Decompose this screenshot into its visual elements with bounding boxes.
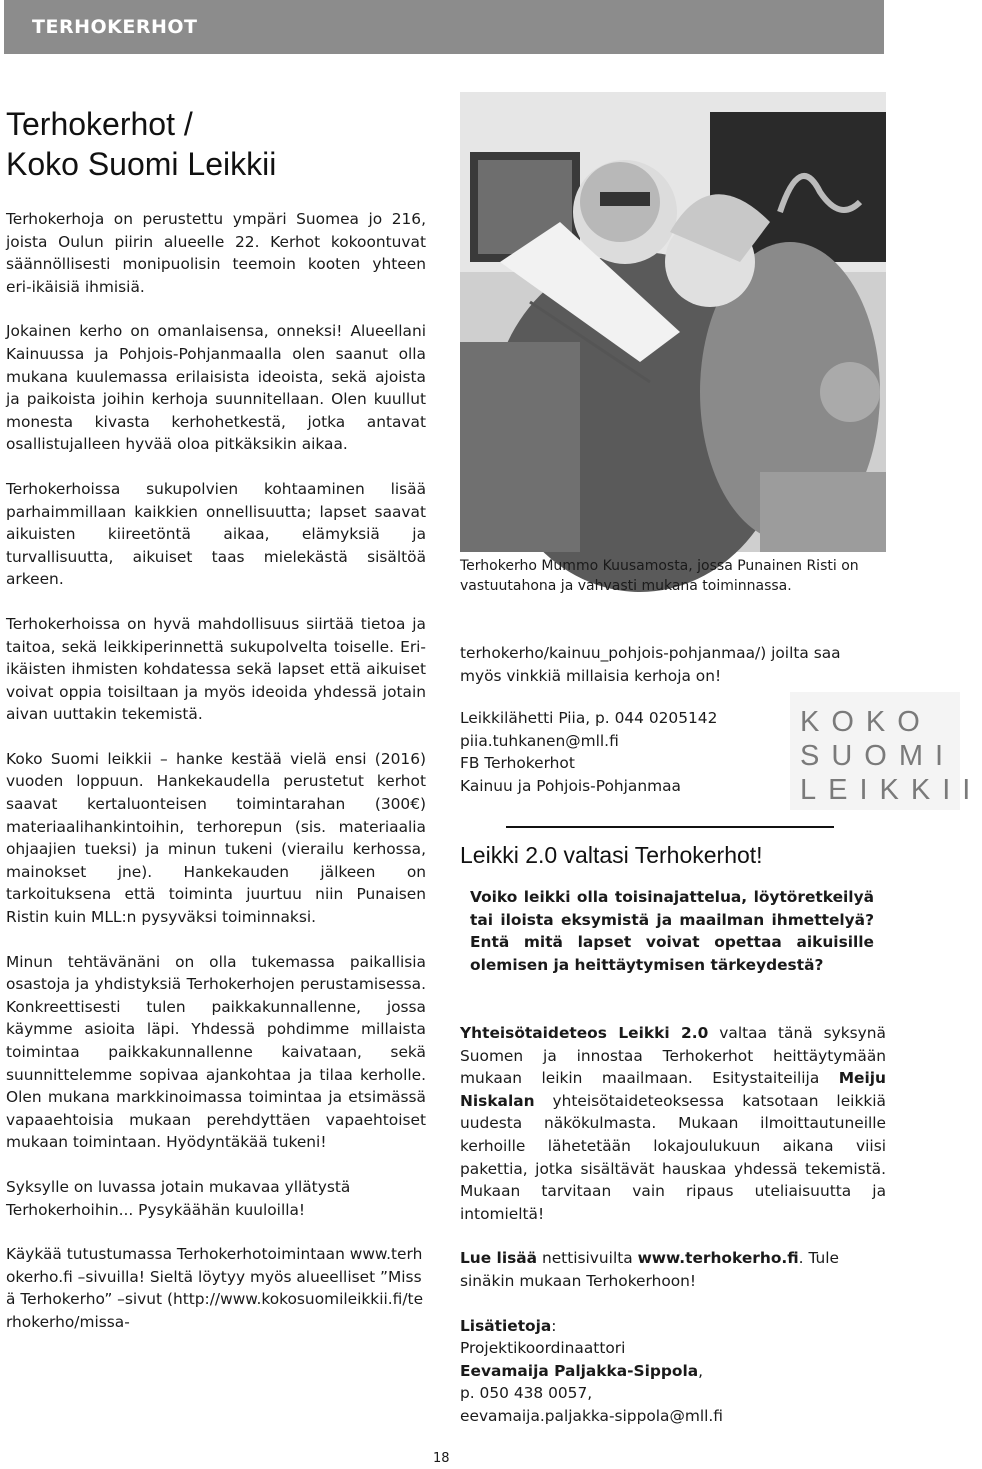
right-column-bottom (460, 1022, 886, 1428)
logo-row-1: KOKO (800, 706, 932, 738)
artwork-name: Yhteisötaideteos Leikki 2.0 (460, 1024, 709, 1042)
text-run: nettisivuilta (537, 1249, 638, 1268)
page-number: 18 (433, 1451, 450, 1466)
paragraph: Käykää tutustumassa Terhokerhotoimintaan www.terhokerho.fi –sivuilla! Sieltä löytyy myös alueelliset ”Missä Terhokerho” –sivut (http://www.kokosuomileikkii.fi/terhokerho/missa- (6, 1245, 424, 1331)
divider (506, 826, 834, 828)
text-run: . Tule sinäkin mukaan Terhokerhoon! (460, 1249, 840, 1290)
article-title (6, 104, 276, 184)
contact-phone: Leikkilähetti Piia, p. 044 0205142 (460, 709, 718, 728)
paragraph: Koko Suomi leikkii – hanke kestää vielä ensi (2016) vuoden loppuun. Hankekaudella perustetut kerhot saavat kertaluonteisen toimintarahan (300€) materiaalihankintoihin, terhorepun (sis. materiaalia ohjaajien tueksi) ja minun tukeni (vierailu kerhossa, mainokset jne). Hankekauden jälkeen on tarkoituksena että toiminta juurtuu niin Punaisen Ristin kuin MLL:n pysyväksi toiminnaksi. (6, 749, 426, 927)
section-header-band (4, 0, 884, 54)
contact-facebook: FB Terhokerhot (460, 754, 575, 773)
read-more-label: Lue lisää (460, 1249, 538, 1268)
paragraph: Terhokerhoissa on hyvä mahdollisuus siirtää tietoa ja taitoa, sekä leikkiperinnettä sukupolvelta toiselle. Eri-ikäisten ihmisten kohdatessa sekä lapset että aikuiset voivat oppia toisiltaan ja myös ideoida yhdessä jotain aivan uuttakin tekemistä. (6, 614, 426, 724)
sidebar-lead: Voiko leikki olla toisinajattelua, löytöretkeilyä tai iloista eksymistä ja maailman ihmettelyä? Entä mitä lapset voivat opettaa aikuisille olemisen ja heittäytymisen tärkeydestä? (470, 888, 874, 974)
paragraph: Terhokerhoja on perustettu ympäri Suomea jo 216, joista Oulun piirin alueelle 22. Kerhot kokoontuvat säännöllisesti monipuolisin teemoin kooten yhteen eri-ikäisiä ihmisiä. (6, 210, 426, 296)
left-column (6, 208, 426, 1334)
leikki-paragraph (460, 1022, 886, 1225)
title-line-1: Terhokerhot / (6, 106, 193, 142)
read-more-paragraph (460, 1247, 886, 1292)
contact-email: piia.tuhkanen@mll.fi (460, 731, 619, 750)
artist-name: Meiju Niskalan (460, 1069, 886, 1110)
text-run: valtaa tänä syksynä Suomen ja innostaa Terhokerhot heittäytymään mukaan leikin maailmaan. Esitystaiteilija (460, 1024, 886, 1088)
paragraph: Terhokerhoissa sukupolvien kohtaaminen lisää parhaimmillaan kaikkien onnellisuutta; lapset saavat aikuisten kiireetöntä aikaa, elämyksiä ja turvallisuutta, aikuiset taas mielekästä sisältöä arkeen. (6, 479, 426, 589)
text-run: yhteisötaideteoksessa katsotaan leikkiä uudesta näkökulmasta. Mukaan ilmoittautuneille kerhoille lähetetään lokajoulukuun aikana viisi pakettia, jotka sisältävät hauskaa yhdessä tekemistä. Mukaan tarvitaan vain ripaus uteliaisuutta ja intomieltä! (460, 1091, 886, 1223)
info-phone: p. 050 438 0057, (460, 1384, 593, 1403)
info-name: Eevamaija Paljakka-Sippola (460, 1361, 699, 1380)
paragraph: Syksylle on luvassa jotain mukavaa yllätystä Terhokerhoihin... Pysykäähän kuuloilla! (6, 1177, 351, 1219)
info-role: Projektikoordinaattori (460, 1339, 626, 1358)
info-label-line (460, 1315, 886, 1338)
paragraph: Jokainen kerho on omanlaisensa, onneksi! Alueellani Kainuussa ja Pohjois-Pohjanmaalla olen saanut olla mukana kuulemassa erilaisista ideoista, sekä ajoista ja paikoista joihin kerhoja suunnitellaan. Olen kuullut monesta kivasta kerhohetkestä, jotka antavat osallistujalleen hyvää oloa pitkäksikin aikaa. (6, 322, 426, 454)
info-email[interactable]: eevamaija.paljakka-sippola@mll.fi (460, 1406, 723, 1425)
website-link[interactable]: www.terhokerho.fi (637, 1249, 799, 1268)
contact-region: Kainuu ja Pohjois-Pohjanmaa (460, 776, 681, 795)
koko-suomi-leikkii-logo (790, 692, 982, 810)
title-line-2: Koko Suomi Leikkii (6, 146, 277, 182)
reading-photo (460, 92, 886, 552)
info-name-line (460, 1360, 886, 1383)
url-continuation: terhokerho/kainuu_pohjois-pohjanmaa/) joilta saa myös vinkkiä millaisia kerhoja on! (460, 644, 841, 685)
logo-row-2: SUOMI (800, 740, 956, 772)
paragraph: Minun tehtävänäni on olla tukemassa paikallisia osastoja ja yhdistyksiä Terhokerhojen perustamisessa. Konkreettisesti tulen paikkakunnallenne, jossa käymme asioita läpi. Yhdessä pohdimme millaista toimintaa paikkakunnallenne kaivataan, sekä suunnittelemme sopivaa ajankohtaa ja tilaa kerholle. Olen mukana markkinoimassa toimintaa ja etsimässä vapaaehtoisia mukaan perehdyttäen vapaehtoiset mukaan toimintaan. Hyödyntäkää tukeni! (6, 952, 426, 1152)
logo-row-3: LEIKKII (800, 774, 982, 806)
section-label: TERHOKERHOT (32, 16, 198, 38)
text-run: : (551, 1316, 557, 1335)
info-label: Lisätietoja (460, 1316, 552, 1335)
photo-caption: Terhokerho Mummo Kuusamosta, jossa Punainen Risti on vastuutahona ja vahvasti mukana toiminnassa. (460, 558, 859, 594)
sidebar-heading: Leikki 2.0 valtasi Terhokerhot! (460, 842, 763, 868)
text-run: , (698, 1361, 704, 1380)
